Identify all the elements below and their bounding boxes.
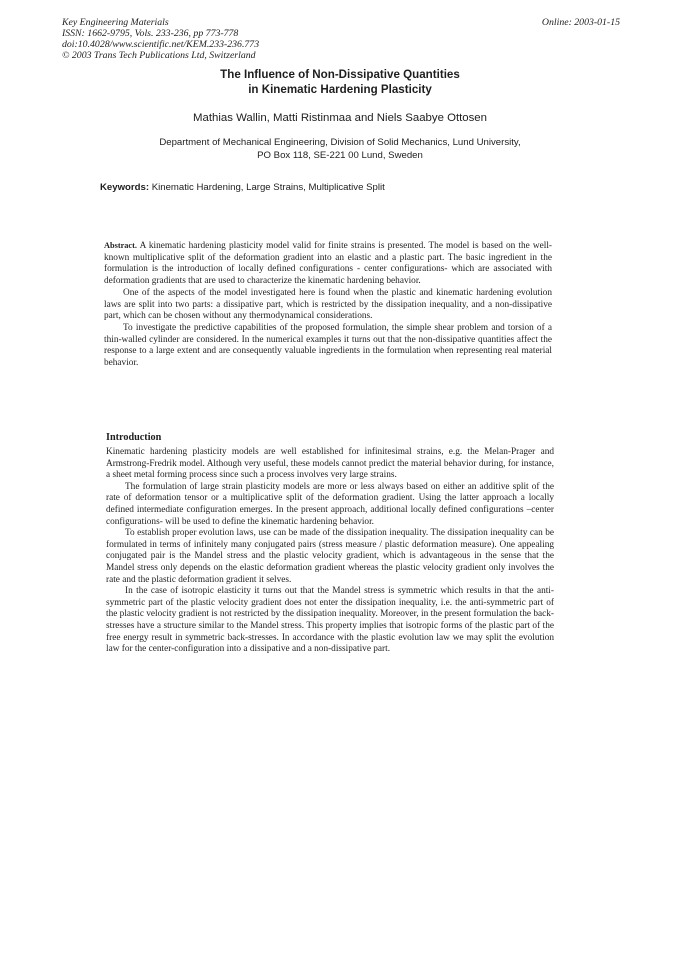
title-line-1: The Influence of Non-Dissipative Quantities [220, 68, 460, 81]
title-line-2: in Kinematic Hardening Plasticity [248, 83, 432, 96]
copyright-line: © 2003 Trans Tech Publications Ltd, Switzerland [62, 50, 256, 61]
issn-line: ISSN: 1662-9795, Vols. 233-236, pp 773-778 [62, 28, 239, 39]
abstract-label: Abstract. [104, 241, 137, 250]
authors: Mathias Wallin, Matti Ristinmaa and Niels Saabye Ottosen [193, 112, 487, 124]
abstract-paragraph [104, 240, 552, 288]
section-heading-introduction: Introduction [106, 432, 162, 443]
affiliation-line-1: Department of Mechanical Engineering, Division of Solid Mechanics, Lund University, [159, 137, 521, 148]
intro-paragraph: Kinematic hardening plasticity models are well established for infinitesimal strains, e.g. the Melan-Prager and Armstrong-Fredrik model. Although very useful, these models cannot predict the material behavior during, for instance, a sheet metal forming process since such a process involves very large strains. [106, 447, 554, 481]
paper-title [140, 67, 540, 97]
journal-header [62, 17, 259, 61]
keywords-label: Keywords: [100, 182, 150, 193]
abstract-paragraph: One of the aspects of the model investigated here is found when the plastic and kinematic hardening evolution laws are split into two parts: a dissipative part, which is restricted by the dissipation inequality, and a non-dissipative part, which can be chosen without any thermodynamical considerations. [104, 287, 552, 322]
affiliation [100, 136, 580, 162]
abstract-paragraph: To investigate the predictive capabilities of the proposed formulation, the simple shear problem and torsion of a thin-walled cylinder are considered. In the numerical examples it turns out that the non-dissipative quantities affect the response to a large extent and are consequently valuable ingredients in the formulation when representing real material behavior. [104, 322, 552, 369]
abstract-paragraph-1-text: A kinematic hardening plasticity model valid for finite strains is presented. The model is based on the well-known multiplicative split of the deformation gradient into an elastic and a plastic part. The basic ingredient in the formulation is the introduction of locally defined configurations - center configurations- which are associated with deformation gradients that are used to characterize the kinematic hardening behavior. [104, 241, 553, 287]
abstract [104, 240, 552, 370]
intro-paragraph: The formulation of large strain plasticity models are more or less always based on either an additive split of the rate of deformation tensor or a multiplicative split of the deformation gradient. Using the latter approach a locally defined intermediate configuration emerges. In the present approach, additional locally defined configurations –center configurations- will be used to define the kinematic hardening behavior. [106, 481, 554, 527]
affiliation-line-2: PO Box 118, SE-221 00 Lund, Sweden [257, 150, 423, 161]
online-date: Online: 2003-01-15 [541, 17, 620, 28]
keywords-text: Kinematic Hardening, Large Strains, Multiplicative Split [151, 182, 385, 193]
journal-name: Key Engineering Materials [62, 17, 169, 28]
intro-paragraph: In the case of isotropic elasticity it turns out that the Mandel stress is symmetric which results in that the anti-symmetric part of the plastic velocity gradient does not enter the dissipation inequality, i.e. the anti-symmetric part of the plastic velocity gradient is not restricted by the dissipation inequality. Moreover, in the present formulation the back-stresses have a structure similar to the Mandel stress. This property implies that isotropic forms of the plastic part of the free energy result in symmetric back-stresses. In accordance with the plastic evolution law we may split the evolution law for the center-configuration into a dissipative and a non-dissipative part. [106, 586, 554, 655]
introduction-body [106, 447, 554, 656]
keywords [100, 182, 385, 193]
intro-paragraph: To establish proper evolution laws, use can be made of the dissipation inequality. The dissipation inequality can be formulated in terms of infinitely many conjugated pairs (stress measure / plastic deformation measure). One appealing conjugated pair is the Mandel stress and the plastic velocity gradient, which is advantageous in the sense that the Mandel stress only depends on the elastic deformation gradient whereas the plastic velocity gradient only involves the rate and the plastic deformation gradient it selves. [106, 528, 554, 585]
doi-line[interactable]: doi:10.4028/www.scientific.net/KEM.233-236.773 [62, 39, 260, 50]
